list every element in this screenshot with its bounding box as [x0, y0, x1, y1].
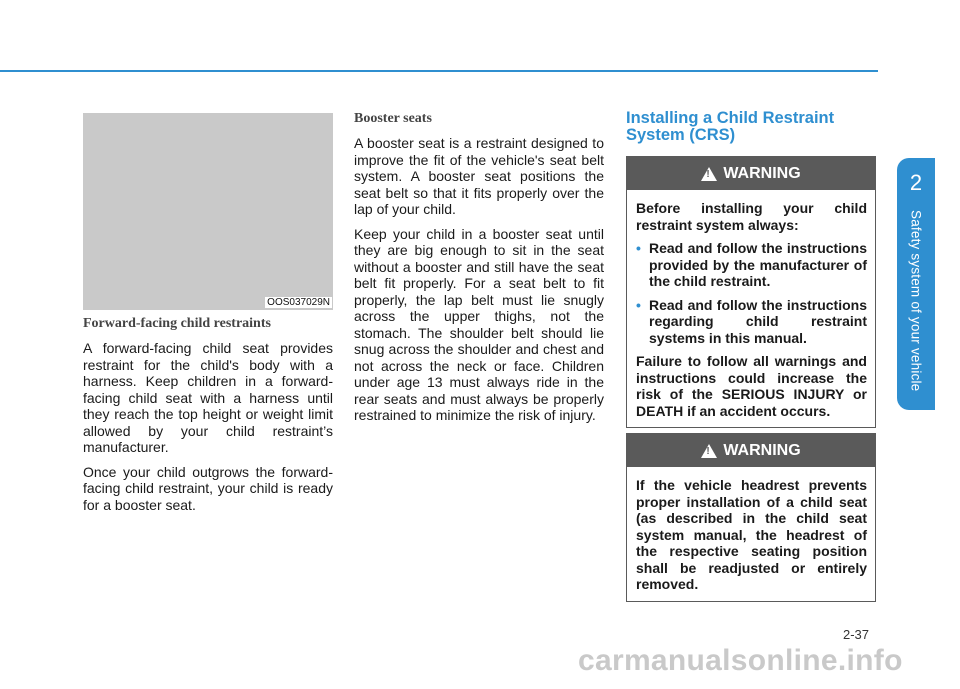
warning-header	[627, 434, 875, 467]
warning-label: WARNING	[723, 164, 801, 182]
forward-facing-heading: Forward-facing child restraints	[83, 316, 271, 331]
warning-triangle-icon	[701, 444, 717, 458]
page-number: 2-37	[843, 627, 870, 642]
crs-section-title: Installing a Child Restraint System (CRS)	[626, 109, 835, 144]
watermark: carmanualsonline.info	[578, 644, 903, 677]
booster-section	[354, 111, 604, 424]
forward-facing-paragraph: A forward-facing child seat provides restraint for the child's body with a harness. Keep children in a forward-facing child seat with a harness until they reach the top height or weight limit allowed by your child restraint’s manufacturer.	[83, 340, 333, 455]
child-seat-illustration	[83, 113, 333, 310]
forward-facing-section	[83, 316, 333, 513]
chapter-number: 2	[909, 170, 923, 195]
chapter-side-tab	[897, 158, 935, 410]
warning-body	[627, 467, 875, 601]
booster-paragraph: A booster seat is a restraint designed to improve the fit of the vehicle's seat belt system. A booster seat positions the seat belt so that it fits properly over the lap of your child.	[354, 135, 604, 217]
warning-box-headrest	[626, 433, 876, 602]
warning-intro: Before installing your child restraint system always:	[636, 200, 867, 233]
forward-facing-paragraph: Once your child outgrows the forward-facing child restraint, your child is ready for a booster seat.	[83, 463, 333, 513]
warning-bullet: • Read and follow the instructions regarding child restraint systems in this manual.	[636, 297, 867, 347]
warning-bullet: • Read and follow the instructions provided by the manufacturer of the child restraint.	[636, 240, 867, 290]
booster-paragraph: Keep your child in a booster seat until they are big enough to sit in the seat without a booster and still have the seat belt fit properly. For a seat belt to fit properly, the lap belt must lie snugly across the upper thighs, not the stomach. The shoulder belt should lie snug across the shoulder and chest and not across the neck or face. Children under age 13 must always ride in the rear seats and must always be properly restrained to minimize the risk of injury.	[354, 225, 604, 423]
warning-label: WARNING	[723, 441, 801, 459]
top-rule	[0, 70, 878, 72]
warning-outro: Failure to follow all warnings and instructions could increase the risk of the SERIOUS INJURY or DEATH if an accident occurs.	[636, 353, 867, 419]
warning-header	[627, 157, 875, 190]
booster-heading: Booster seats	[354, 111, 432, 126]
warning-body	[627, 190, 875, 427]
figure-code: OOS037029N	[267, 297, 330, 308]
warning-box-crs	[626, 156, 876, 428]
chapter-title: Safety system of your vehicle	[908, 210, 924, 392]
warning-bullet-list	[636, 240, 867, 346]
warning-text: If the vehicle headrest prevents proper installation of a child seat (as described in the child seat system manual, the headrest of the respective seating position shall be readjusted or entirely removed.	[636, 477, 867, 592]
warning-triangle-icon	[701, 167, 717, 181]
